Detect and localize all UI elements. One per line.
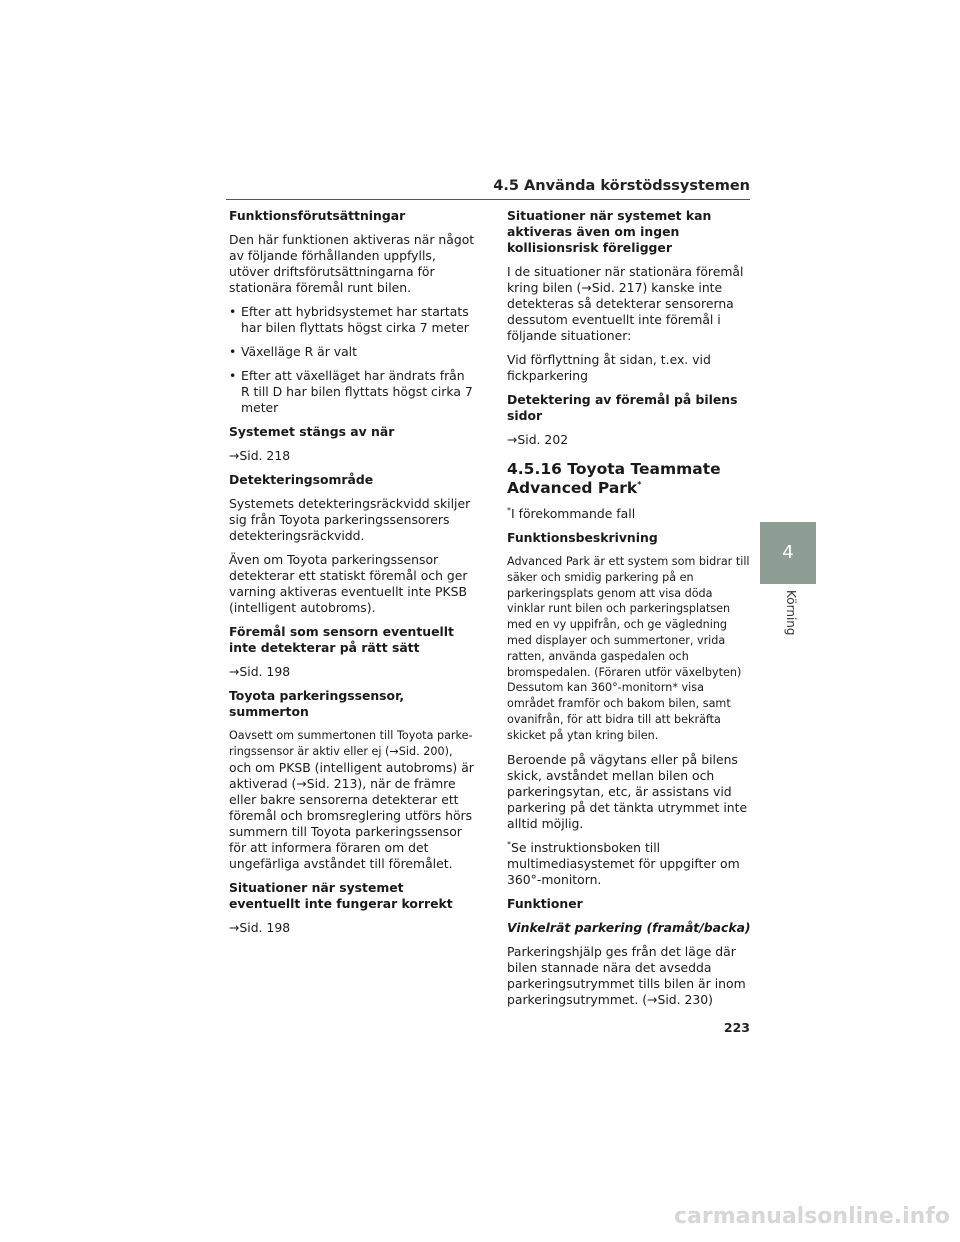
left-column [229, 208, 475, 944]
chapter-tab: 4 [760, 522, 816, 584]
paragraph: Vid förflyttning åt sidan, t.ex. vid fickparkering [507, 352, 711, 383]
footnote [507, 840, 753, 888]
heading-functional-conditions: Funktionsförutsättningar [229, 208, 406, 223]
heading-function-description: Funktionsbeskrivning [507, 530, 658, 545]
page-number: 223 [723, 1020, 750, 1035]
asterisk: * [507, 505, 511, 515]
paragraph: Beroende på vägytans eller på bilens skick, avståndet mellan bilen och parkeringsytan, etc, är assistans vid parkering på det tänkta utrymmet inte alltid möjlig. [507, 751, 748, 831]
paragraph-small: Oavsett om summertonen till Toyota parke-ringssensor är aktiv eller ej (→Sid. 200), [229, 729, 473, 758]
section-title-text: 4.5.16 Toyota Teammate Advanced Park [507, 460, 721, 497]
header-divider [226, 199, 750, 200]
page-reference: →Sid. 218 [229, 448, 291, 463]
heading-activation-situations: Situationer när systemet kan aktiveras även om ingen kollisionsrisk föreligger [507, 208, 712, 255]
paragraph: Även om Toyota parkeringssensor detekterar ett statiskt föremål och ger varning aktiveras eventuellt inte PKSB (intelligent autobroms). [229, 552, 468, 615]
page-reference: →Sid. 198 [229, 919, 291, 935]
applicability-note [507, 506, 753, 522]
bullet-item: • Efter att hybridsystemet har startats har bilen flyttats högst cirka 7 meter [229, 304, 475, 336]
heading-functions: Funktioner [507, 895, 583, 911]
paragraph: Systemets detekteringsräckvidd skiljer sig från Toyota parkeringssensorers detekteringsräckvidd. [229, 496, 471, 543]
paragraph: Den här funktionen aktiveras när något av följande förhållanden uppfylls, utöver driftsförutsättningarna för stationära föremål runt bilen. [229, 232, 475, 295]
paragraph-small: Advanced Park är ett system som bidrar till säker och smidig parkering på en parkeringsplats genom att visa döda vinklar runt bilen och parkeringsplatsen med en vy uppifrån, och ge vägledning med displayer och summertoner, vrida ratten, använda gaspedalen och bromspedalen. (Föraren utför växelbyten) Dessutom kan 360°-monitorn* visa området framför och bakom bilen, samt ovanifrån, för att bidra till att bekräfta skicket på ytan kring bilen. [507, 555, 750, 742]
note-text: I förekommande fall [511, 506, 636, 521]
bullet-item: • Efter att växelläget har ändrats från R till D har bilen flyttats högst cirka 7 meter [229, 368, 475, 416]
bullet-item: • Växelläge R är valt [229, 344, 475, 360]
watermark: carmanualsonline.info [674, 1204, 950, 1229]
footnote-text: Se instruktionsboken till multimediasystemet för uppgifter om 360°-monitorn. [507, 839, 740, 887]
paragraph: I de situationer när stationära föremål kring bilen (→Sid. 217) kanske inte detekteras så detekterar sensorerna dessutom eventuellt inte föremål i följande situationer: [507, 264, 744, 343]
asterisk: * [637, 479, 642, 489]
running-header: 4.5 Använda körstödssystemen [493, 178, 750, 194]
subheading-perpendicular-parking: Vinkelrät parkering (framåt/backa) [507, 919, 751, 935]
chapter-tab-label: Körning [784, 590, 798, 636]
heading-side-detection: Detektering av föremål på bilens sidor [507, 392, 738, 423]
heading-parking-sensor-buzzer: Toyota parkeringssensor, summerton [229, 688, 405, 719]
paragraph: och om PKSB (intelligent autobroms) är aktiverad (→Sid. 213), när de främre eller bakre sensorerna detekterar ett föremål och bromsreglering utförs hörs summern till Toyota parkeringssensor för att informera föraren om det ungefärliga avståndet till föremålet. [229, 759, 474, 871]
paragraph: Parkeringshjälp ges från det läge där bilen stannade nära det avsedda parkeringsutrymmet tills bilen är inom parkeringsutrymmet. (→Sid. 230) [507, 943, 746, 1007]
page-reference: →Sid. 198 [229, 664, 291, 679]
asterisk: * [507, 839, 511, 849]
heading-system-off: Systemet stängs av när [229, 424, 395, 439]
heading-malfunction-situations: Situationer när systemet eventuellt inte fungerar korrekt [229, 879, 453, 911]
heading-undetected-objects: Föremål som sensorn eventuellt inte detekterar på rätt sätt [229, 624, 454, 655]
page-reference: →Sid. 202 [507, 432, 569, 447]
heading-detection-range: Detekteringsområde [229, 472, 374, 487]
section-title [507, 460, 753, 498]
right-column [507, 208, 753, 1016]
